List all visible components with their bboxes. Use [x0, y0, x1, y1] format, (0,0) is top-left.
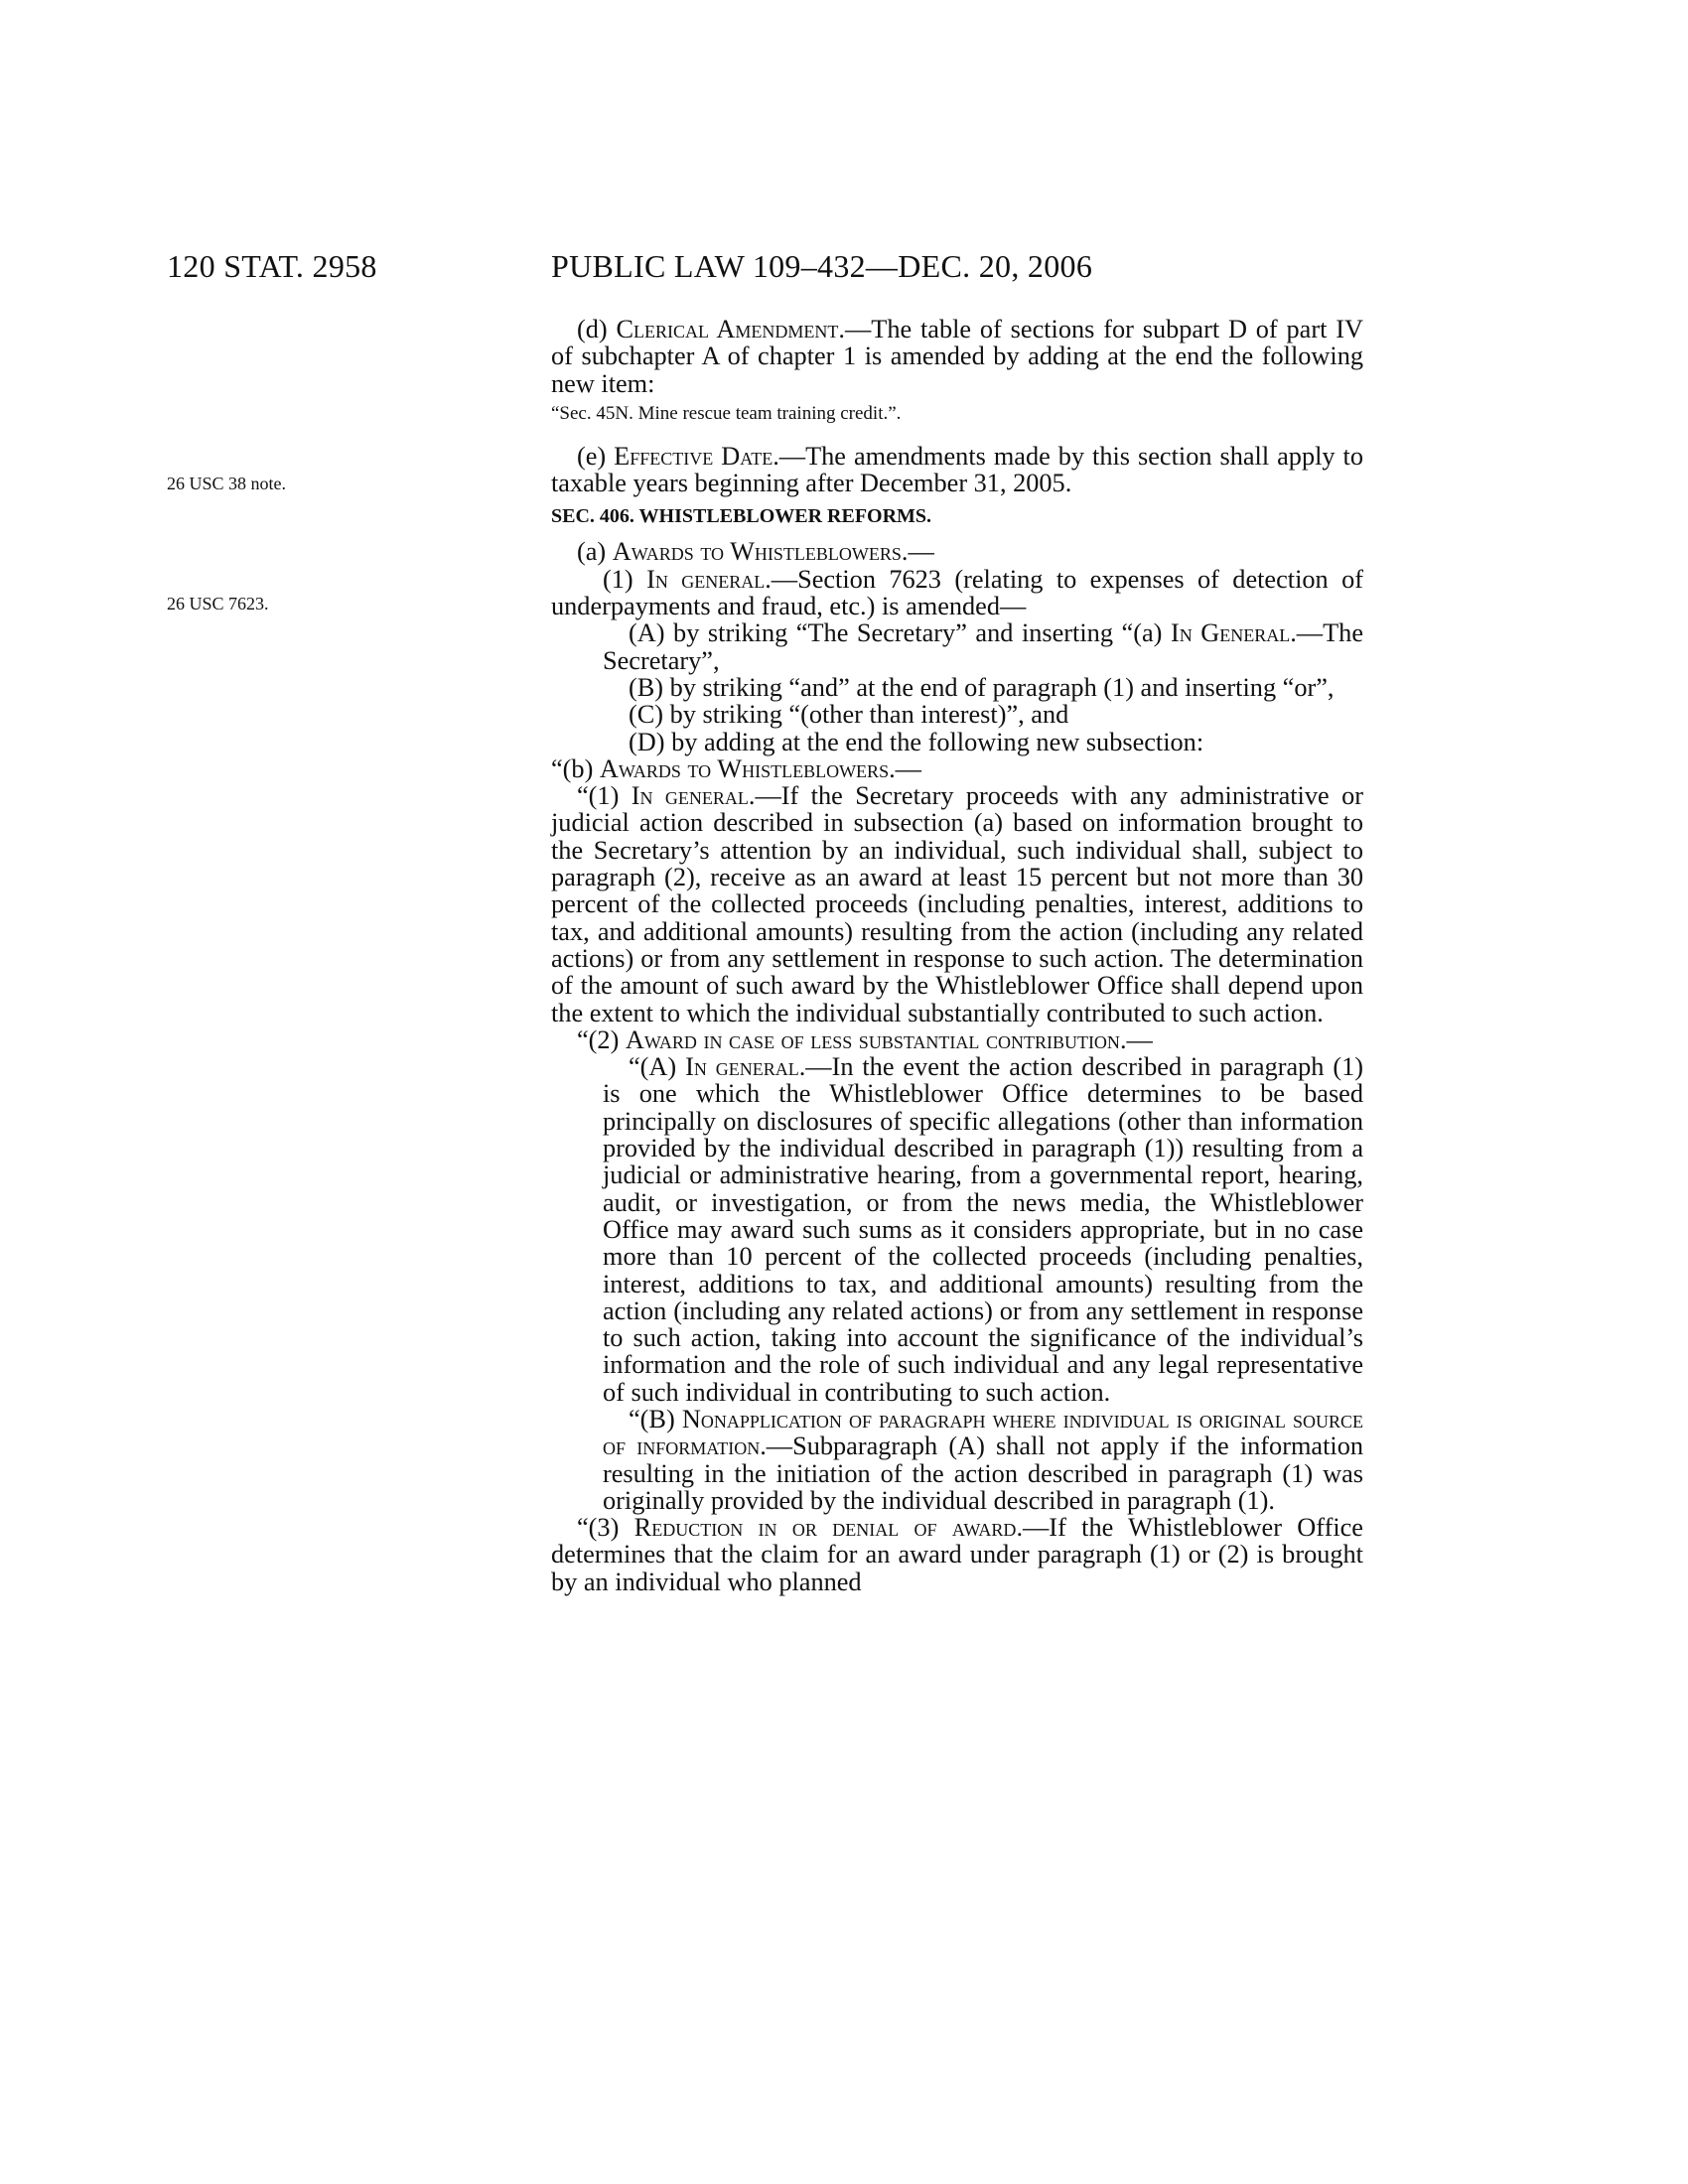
clause-A: (A) by striking “The Secretary” and inserting “(a) In General.—The Secretary”, [603, 618, 1363, 675]
running-head: PUBLIC LAW 109–432—DEC. 20, 2006 [551, 248, 1093, 284]
subsection-e-heading: Effective Date [614, 441, 774, 471]
new-paragraph-b2: “(2) Award in case of less substantial contribution.— [577, 1024, 1153, 1054]
new-subparagraph-b2A-heading: In general [685, 1052, 799, 1082]
new-subparagraph-b2A: “(A) In general.—In the event the action described in paragraph (1) is one which the Whistleblower Office determines to be based principally on disclosures of specific allegations (other than information provided by the individual described in paragraph (1)) resulting from a judicial or administrative hearing, from a governmental report, hearing, audit, or investigation, or from the news media, the Whistleblower Office may award such sums as it considers appropriate, but in no case more than 10 percent of the collected proceeds (including penalties, interest, additions to tax, and additional amounts) resulting from the action (including any related actions) or from any settlement in response to such action, taking into account the significance of the individual’s information and the role of such individual and any legal representative of such individual in contributing to such action. [603, 1052, 1363, 1407]
paragraph-a1-heading: In general [646, 564, 766, 594]
clause-D: (D) by adding at the end the following new subsection: [629, 727, 1204, 756]
table-item: “Sec. 45N. Mine rescue team training credit.”. [551, 402, 902, 424]
new-subparagraph-b2B: “(B) Nonapplication of paragraph where individual is original source of information.—Subparagraph (A) shall not apply if the information resulting in the initiation of the action described in paragraph (1) was originally provided by the individual described in paragraph (1). [603, 1404, 1364, 1515]
subsection-a: (a) Awards to Whistleblowers.— [577, 537, 934, 567]
subsection-e: (e) Effective Date.—The amendments made by this section shall apply to taxable years beginning after December 31, 2005. [551, 441, 1363, 498]
statute-body [551, 316, 1363, 1595]
subsection-a-heading: Awards to Whistleblowers [612, 537, 902, 567]
new-paragraph-b3-heading: Reduction in or denial of award [633, 1513, 1017, 1543]
new-subparagraph-b2B-heading: Nonapplication of paragraph where individual is original source of information [603, 1404, 1363, 1461]
new-subsection-b: “(b) Awards to Whistleblowers.— [551, 753, 921, 783]
margin-note-usc38: 26 USC 38 note. [167, 474, 287, 493]
margin-note-usc7623: 26 USC 7623. [167, 594, 269, 614]
subsection-d: (d) Clerical Amendment.—The table of sections for subpart D of part IV of subchapter A of chapter 1 is amended by adding at the end the following new item: [551, 315, 1363, 398]
new-paragraph-b1-heading: In general [631, 781, 749, 811]
subsection-d-heading: Clerical Amendment [616, 315, 839, 343]
clause-C: (C) by striking “(other than interest)”, and [629, 700, 1069, 730]
new-paragraph-b3: “(3) Reduction in or denial of award.—If the Whistleblower Office determines that the claim for an award under paragraph (1) or (2) is brought by an individual who planned [551, 1513, 1363, 1596]
paragraph-a1: (1) In general.—Section 7623 (relating to expenses of detection of underpayments and fraud, etc.) is amended— [551, 564, 1363, 621]
section-heading: SEC. 406. WHISTLEBLOWER REFORMS. [551, 505, 932, 528]
clause-B: (B) by striking “and” at the end of paragraph (1) and inserting “or”, [629, 672, 1335, 702]
new-paragraph-b1: “(1) In general.—If the Secretary proceeds with any administrative or judicial action described in subsection (a) based on information brought to the Secretary’s attention by an individual, such individual shall, subject to paragraph (2), receive as an award at least 15 percent but not more than 30 percent of the collected proceeds (including penalties, interest, additions to tax, and additional amounts) resulting from the action (including any related actions) or from any settlement in response to such action. The determination of the amount of such award by the Whistleblower Office shall depend upon the extent to which the individual substantially contributed to such action. [551, 781, 1363, 1027]
new-subsection-b-heading: Awards to Whistleblowers [599, 753, 890, 783]
statute-page-number: 120 STAT. 2958 [167, 248, 377, 284]
new-paragraph-b2-heading: Award in case of less substantial contribution [625, 1024, 1120, 1054]
